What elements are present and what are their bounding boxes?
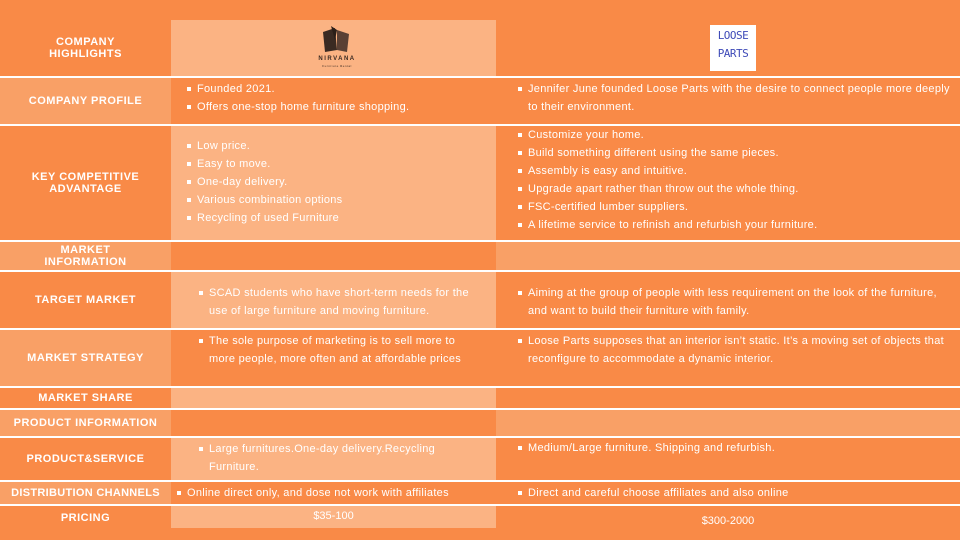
nirvana-name: NIRVANA	[318, 56, 356, 62]
looseparts-cell	[496, 126, 960, 240]
row-label: PRICING	[0, 506, 171, 540]
nirvana-cell	[171, 438, 496, 480]
looseparts-logo-line2: PARTS	[717, 47, 749, 60]
section-label: MARKET INFORMATION	[0, 242, 171, 270]
nirvana-cell	[171, 126, 496, 240]
looseparts-cell	[496, 438, 960, 480]
list-item: Assembly is easy and intuitive.	[514, 162, 950, 180]
looseparts-cell	[496, 388, 960, 408]
nirvana-cell	[171, 78, 496, 124]
nirvana-price: $35-100	[313, 510, 354, 522]
nirvana-cell	[171, 388, 496, 408]
list-item: Medium/Large furniture. Shipping and refurbish.	[514, 439, 950, 457]
list-item: The sole purpose of marketing is to sell more to more people, more often and at affordable prices	[195, 332, 480, 368]
list-item: Low price.	[183, 137, 486, 155]
list-item: Large furnitures.One-day delivery.Recycling Furniture.	[195, 440, 468, 476]
nirvana-logo-cell	[171, 20, 496, 76]
row-label: COMPANY PROFILE	[0, 78, 171, 124]
looseparts-cell	[496, 506, 960, 540]
row-company-profile	[0, 78, 960, 124]
row-target-market	[0, 272, 960, 328]
nirvana-box-icon	[313, 26, 361, 54]
looseparts-logo	[710, 25, 756, 71]
row-label: TARGET MARKET	[0, 272, 171, 328]
list-item: Customize your home.	[514, 126, 950, 144]
looseparts-logo-line1: LOOSE	[717, 29, 749, 42]
list-item: A lifetime service to refinish and refurbish your furniture.	[514, 216, 950, 234]
looseparts-cell	[496, 410, 960, 436]
header-label: COMPANY HIGHLIGHTS	[49, 36, 122, 60]
nirvana-tagline: Furniture Rental	[322, 64, 352, 68]
list-item: Build something different using the same pieces.	[514, 144, 950, 162]
looseparts-cell	[496, 78, 960, 124]
looseparts-logo-cell	[496, 20, 960, 76]
row-distribution-channels	[0, 482, 960, 504]
looseparts-price: $300-2000	[701, 515, 755, 527]
nirvana-cell	[171, 506, 496, 528]
list-item: One-day delivery.	[183, 173, 486, 191]
looseparts-cell	[496, 242, 960, 270]
list-item: FSC-certified lumber suppliers.	[514, 198, 950, 216]
list-item: Founded 2021.	[183, 80, 486, 98]
list-item: Direct and careful choose affiliates and also online	[514, 484, 950, 502]
nirvana-cell	[171, 242, 496, 270]
list-item: Offers one-stop home furniture shopping.	[183, 98, 486, 116]
row-market-information	[0, 242, 960, 270]
list-item: Various combination options	[183, 191, 486, 209]
looseparts-cell	[496, 272, 960, 328]
row-label: KEY COMPETITIVE ADVANTAGE	[0, 126, 171, 240]
looseparts-cell	[496, 330, 960, 386]
list-item: Loose Parts supposes that an interior isn’t static. It’s a moving set of objects that reconfigure to accommodate a dynamic interior.	[514, 332, 950, 368]
list-item: Easy to move.	[183, 155, 486, 173]
nirvana-cell	[171, 330, 496, 386]
looseparts-cell	[496, 482, 960, 504]
nirvana-cell	[171, 272, 496, 328]
list-item: Jennifer June founded Loose Parts with the desire to connect people more deeply to their environment.	[514, 80, 950, 116]
row-product-information	[0, 410, 960, 436]
row-product-service	[0, 438, 960, 480]
list-item: Upgrade apart rather than throw out the whole thing.	[514, 180, 950, 198]
nirvana-cell	[171, 482, 496, 504]
section-label: PRODUCT INFORMATION	[0, 410, 171, 436]
row-label: MARKET SHARE	[0, 388, 171, 408]
list-item: Online direct only, and dose not work with affiliates	[173, 484, 494, 502]
row-pricing	[0, 506, 960, 540]
row-label: PRODUCT&SERVICE	[0, 438, 171, 480]
nirvana-cell	[171, 410, 496, 436]
row-label: MARKET STRATEGY	[0, 330, 171, 386]
header-row	[0, 20, 960, 76]
list-item: SCAD students who have short-term needs for the use of large furniture and moving furniture.	[195, 284, 480, 320]
row-competitive-advantage	[0, 126, 960, 240]
list-item: Aiming at the group of people with less requirement on the look of the furniture, and want to build their furniture with family.	[514, 284, 950, 320]
row-market-strategy	[0, 330, 960, 386]
list-item: Recycling of used Furniture	[183, 209, 486, 227]
row-label: DISTRIBUTION CHANNELS	[0, 482, 171, 504]
row-market-share	[0, 388, 960, 408]
nirvana-logo	[313, 26, 361, 72]
